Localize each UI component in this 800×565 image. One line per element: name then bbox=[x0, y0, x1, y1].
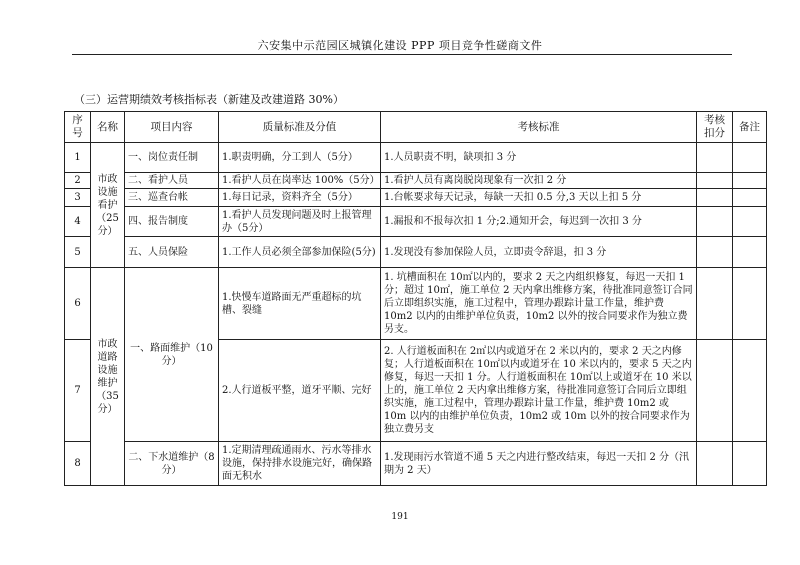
row-remark bbox=[733, 340, 767, 442]
row-deduct bbox=[697, 143, 733, 173]
row-criteria: 1.发现没有参加保险人员，立即责令辞退，扣 3 分 bbox=[381, 237, 697, 268]
row-remark bbox=[733, 207, 767, 237]
section-title: （三）运营期绩效考核指标表（新建及改建道路 30%） bbox=[74, 93, 344, 106]
row-item: 二、下水道维护（8分） bbox=[125, 442, 219, 486]
row-quality: 2.人行道板平整，道牙平顺、完好 bbox=[219, 340, 381, 442]
table-row bbox=[65, 189, 767, 207]
row-remark bbox=[733, 189, 767, 207]
document-header: 六安集中示范园区城镇化建设 PPP 项目竞争性磋商文件 bbox=[257, 39, 543, 52]
row-quality: 1.每日记录，资料齐全（5分） bbox=[219, 189, 381, 207]
row-seq: 2 bbox=[65, 173, 91, 189]
header-deduct: 考核扣分 bbox=[697, 112, 733, 143]
table-header-row bbox=[65, 112, 767, 143]
table-row bbox=[65, 442, 767, 486]
row-seq: 7 bbox=[65, 340, 91, 442]
row-quality: 1.职责明确，分工到人（5分） bbox=[219, 143, 381, 173]
row-seq: 1 bbox=[65, 143, 91, 173]
header-remark: 备注 bbox=[733, 112, 767, 143]
row-seq: 5 bbox=[65, 237, 91, 268]
group-name: 市政道路设施维护（35分） bbox=[91, 268, 125, 486]
row-quality: 1.快慢车道路面无严重超标的坑槽、裂缝 bbox=[219, 268, 381, 340]
header-quality: 质量标准及分值 bbox=[219, 112, 381, 143]
row-deduct bbox=[697, 268, 733, 340]
row-criteria: 1.看护人员有离岗脱岗现象有一次扣 2 分 bbox=[381, 173, 697, 189]
row-deduct bbox=[697, 340, 733, 442]
row-deduct bbox=[697, 207, 733, 237]
header-rule bbox=[72, 54, 732, 55]
row-quality: 1.看护人员在岗率达 100%（5分） bbox=[219, 173, 381, 189]
row-criteria: 1.发现雨污水管道不通 5 天之内进行整改结束，每迟一天扣 2 分（汛期为 2 天） bbox=[381, 442, 697, 486]
row-remark bbox=[733, 442, 767, 486]
row-deduct bbox=[697, 173, 733, 189]
row-item: 一、岗位责任制 bbox=[125, 143, 219, 173]
row-item: 五、人员保险 bbox=[125, 237, 219, 268]
row-criteria: 1. 坑槽面积在 10㎡以内的，要求 2 天之内组织修复，每迟一天扣 1 分；超过 10㎡，施工单位 2 天内拿出维修方案，待批准同意签订合同后立即组织实施，施工过程中，管理办跟踪计量工作量，维护费 10m2 以内的由维护单位负责，10m2 以外的按合同要求作为独立费另支。 bbox=[381, 268, 697, 340]
group-name: 市政设施看护（25分） bbox=[91, 143, 125, 268]
row-criteria: 1.台帐要求每天记录，每缺一天扣 0.5 分,3 天以上扣 5 分 bbox=[381, 189, 697, 207]
row-seq: 8 bbox=[65, 442, 91, 486]
row-quality: 1.定期清理疏通雨水、污水等排水设施，保持排水设施完好，确保路面无积水 bbox=[219, 442, 381, 486]
row-criteria: 2. 人行道板面积在 2㎡以内或道牙在 2 米以内的，要求 2 天之内修复；人行道板面积在 10㎡以内或道牙在 10 米以内的，要求 5 天之内修复，每迟一天扣 1 分。人行道板面积在 10㎡以上或道牙在 10 米以上的，施工单位 2 天内拿出维修方案，待批准同意签订合同后立即组织实施，施工过程中，管理办跟踪计量工作量，维护费 10m2 或 10m 以内的由维护单位负责，10m2 或 10m 以外的按合同要求作为独立费另支 bbox=[381, 340, 697, 442]
row-quality: 1.工作人员必须全部参加保险(5分) bbox=[219, 237, 381, 268]
row-deduct bbox=[697, 189, 733, 207]
header-name: 名称 bbox=[91, 112, 125, 143]
row-quality: 1.看护人员发现问题及时上报管理办（5分） bbox=[219, 207, 381, 237]
row-criteria: 1.漏报和不报每次扣 1 分;2.通知开会，每迟到一次扣 3 分 bbox=[381, 207, 697, 237]
header-seq: 序号 bbox=[65, 112, 91, 143]
row-remark bbox=[733, 143, 767, 173]
page-number: 191 bbox=[391, 512, 409, 522]
row-remark bbox=[733, 237, 767, 268]
row-deduct bbox=[697, 442, 733, 486]
assessment-table bbox=[64, 111, 767, 486]
table-row bbox=[65, 237, 767, 268]
row-item: 一、路面维护（10分） bbox=[125, 268, 219, 442]
table-row bbox=[65, 207, 767, 237]
header-item: 项目内容 bbox=[125, 112, 219, 143]
row-item: 二、看护人员 bbox=[125, 173, 219, 189]
row-deduct bbox=[697, 237, 733, 268]
row-remark bbox=[733, 173, 767, 189]
table-row bbox=[65, 173, 767, 189]
row-seq: 3 bbox=[65, 189, 91, 207]
table-row bbox=[65, 268, 767, 340]
row-seq: 4 bbox=[65, 207, 91, 237]
row-item: 四、报告制度 bbox=[125, 207, 219, 237]
header-criteria: 考核标准 bbox=[381, 112, 697, 143]
row-remark bbox=[733, 268, 767, 340]
table-row bbox=[65, 143, 767, 173]
row-item: 三、巡查台帐 bbox=[125, 189, 219, 207]
row-seq: 6 bbox=[65, 268, 91, 340]
row-criteria: 1.人员职责不明，缺项扣 3 分 bbox=[381, 143, 697, 173]
